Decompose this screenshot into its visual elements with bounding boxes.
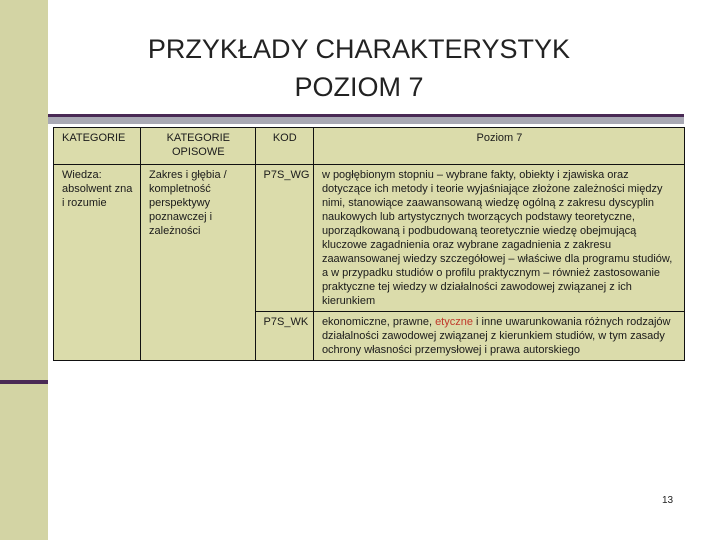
title-line-1: PRZYKŁADY CHARAKTERYSTYK [147, 34, 571, 64]
descriptive-category-cell: Zakres i głębia / kompletność perspektywy poznawczej i zależności [141, 165, 256, 361]
slide-title [48, 30, 670, 106]
characteristics-table [53, 127, 685, 361]
description-text-after: i inne uwarunkowania różnych rodzajów działalności zawodowej związanej z kierunkiem studiów, w tym zasady ochrony własności przemysłowej i prawa autorskiego [321, 316, 671, 356]
code-cell-wg: P7S_WG [255, 165, 313, 312]
left-accent-bar [0, 0, 48, 540]
header-descriptive-categories: KATEGORIE OPISOWE [141, 128, 256, 165]
table-row [54, 165, 685, 312]
highlighted-term: etyczne [435, 316, 473, 328]
title-line-2: POZIOM 7 [294, 72, 424, 102]
description-cell-wk [313, 312, 684, 361]
accent-bar-divider [0, 380, 48, 384]
header-code: KOD [255, 128, 313, 165]
page-number: 13 [662, 495, 674, 506]
header-level-7: Poziom 7 [313, 128, 684, 165]
category-cell: Wiedza: absolwent zna i rozumie [54, 165, 141, 361]
description-cell-wg: w pogłębionym stopniu – wybrane fakty, obiekty i zjawiska oraz dotyczące ich metody i teorie wyjaśniające złożone zależności między nimi, stanowiące zaawansowaną wiedzę ogólną z zakresu dyscyplin naukowych lub artystycznych tworzących podstawy teoretyczne, uporządkowaną i podbudowaną teoretycznie wiedzę obejmującą kluczowe zagadnienia oraz wybrane zagadnienia z zakresu zaawansowanej wiedzy szczegółowej – właściwe dla programu studiów, a w przypadku studiów o profilu praktycznym – również zastosowanie praktyczne tej wiedzy w działalności zawodowej związanej z ich kierunkiem [313, 165, 684, 312]
characteristics-table-container [53, 127, 685, 361]
title-divider-shadow [48, 117, 684, 124]
table-header-row [54, 128, 685, 165]
description-text-before: ekonomiczne, prawne, [321, 316, 436, 328]
header-categories: KATEGORIE [54, 128, 141, 165]
code-cell-wk: P7S_WK [255, 312, 313, 361]
